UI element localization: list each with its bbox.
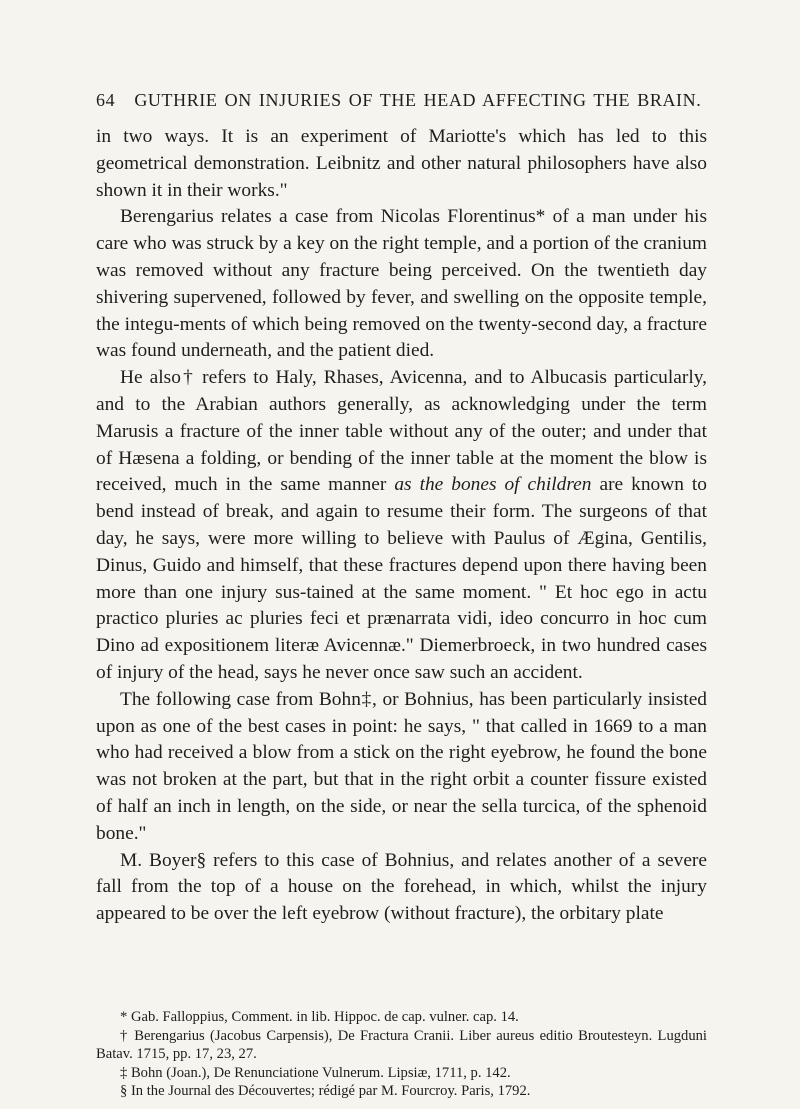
footnote: ‡ Bohn (Joan.), De Renunciatione Vulnerum. Lipsiæ, 1711, p. 142.	[120, 1064, 511, 1081]
footnote: * Gab. Falloppius, Comment. in lib. Hippoc. de cap. vulner. cap. 14.	[120, 1009, 519, 1025]
paragraph-text: He also† refers to Haly, Rhases, Avicenna, and to Albucasis particularly, and to the Arabian authors generally, as acknowledging under the term Marusis a fracture of the inner table without any of the outer; and under that of Hæsena a folding, or bending of the inner table at the moment the blow is received, much in the same manner	[96, 367, 707, 496]
italic-phrase: as the bones of children	[394, 474, 592, 496]
paragraph: in two ways. It is an experiment of Mariotte's which has led to this geometrical demonstration. Leibnitz and other natural philosophers have also shown it in their works."	[96, 126, 707, 201]
footnote: § In the Journal des Découvertes; rédigé par M. Fourcroy. Paris, 1792.	[120, 1083, 531, 1100]
footnotes	[96, 1008, 707, 1101]
paragraph: The following case from Bohn‡, or Bohnius, has been particularly insisted upon as one of the best cases in point: he says, " that called in 1669 to a man who had received a blow from a stick on the right eyebrow, he found the bone was not broken at the part, but that in the right orbit a counter fissure existed of half an inch in length, on the side, or near the sella turcica, of the sphenoid bone."	[96, 688, 707, 844]
paragraph: M. Boyer§ refers to this case of Bohnius, and relates another of a severe fall from the top of a house on the forehead, in which, whilst the injury appeared to be over the left eyebrow (without fracture), the orbitary plate	[96, 849, 707, 925]
footnote: † Berengarius (Jacobus Carpensis), De Fractura Cranii. Liber aureus editio Broutesteyn. Lugduni Batav. 1715, pp. 17, 23, 27.	[96, 1027, 707, 1063]
paragraph-text: are known to bend instead of break, and again to resume their form. The surgeons of that day, he says, were more willing to believe with Paulus of Ægina, Gentilis, Dinus, Guido and himself, that these fractures depend upon there having been more than one injury sus-tained at the same moment. " Et hoc ego in actu practico pluries ac pluries feci et prænarrata vidi, ideo concurro in hoc cum Dino ad expositionem literæ Avicennæ." Diemerbroeck, in two hundred cases of injury of the head, says he never once saw such an accident.	[96, 474, 707, 683]
page-number: 64	[96, 90, 116, 110]
paragraph: Berengarius relates a case from Nicolas Florentinus* of a man under his care who was struck by a key on the right temple, and a portion of the cranium was removed without any fracture being perceived. On the twentieth day shivering supervened, followed by fever, and swelling on the opposite temple, the integu-ments of which being removed on the twenty-second day, a fracture was found underneath, and the patient died.	[96, 206, 707, 362]
running-header	[96, 90, 701, 111]
body-text	[96, 124, 707, 928]
paragraph	[96, 365, 707, 687]
running-title: GUTHRIE ON INJURIES OF THE HEAD AFFECTING THE BRAIN.	[134, 90, 702, 110]
